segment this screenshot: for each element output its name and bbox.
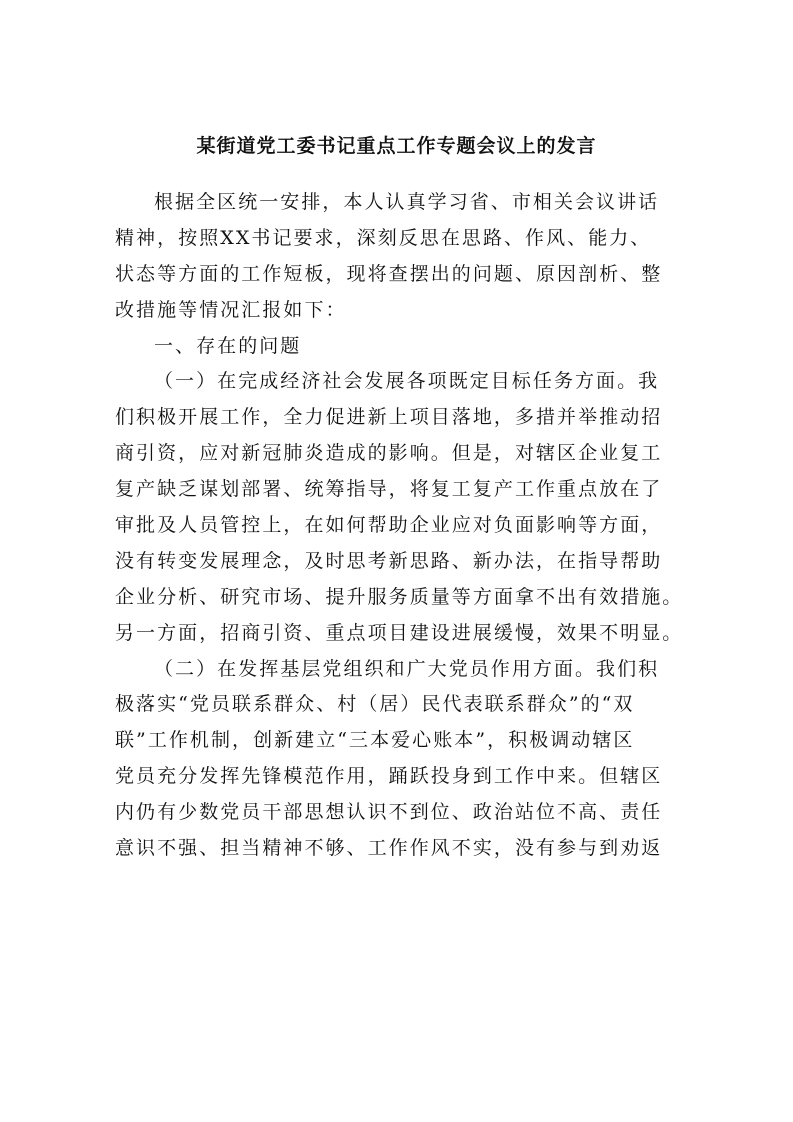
text-line: 改措施等情况汇报如下： [115,298,347,321]
text-line: 没有转变发展理念，及时思考新思路、新办法，在指导帮助 [115,549,663,572]
text-line: （二）在发挥基层党组织和广大党员作用方面。我们积 [154,657,660,680]
text-line: 企业分析、研究市场、提升服务质量等方面拿不出有效措施。 [115,585,684,608]
text-line: 党员充分发挥先锋模范作用，踊跃投身到工作中来。但辖区 [115,765,663,788]
text-line: （一）在完成经济社会发展各项既定目标任务方面。我 [154,370,660,393]
text-line: 内仍有少数党员干部思想认识不到位、政治站位不高、责任 [115,801,663,824]
text-line: 另一方面，招商引资、重点项目建设进展缓慢，效果不明显。 [115,621,684,644]
document-title: 某街道党工委书记重点工作专题会议上的发言 [196,135,597,157]
text-line: 意识不强、担当精神不够、工作作风不实，没有参与到劝返 [115,837,663,860]
text-line: 极落实“党员联系群众、村（居）民代表联系群众”的“双 [115,693,635,716]
text-line: 商引资，应对新冠肺炎造成的影响。但是，对辖区企业复工 [115,442,663,465]
document-body [115,185,683,867]
text-line: 复产缺乏谋划部署、统筹指导，将复工复产工作重点放在了 [115,478,663,501]
text-line: 审批及人员管控上，在如何帮助企业应对负面影响等方面， [115,514,663,537]
text-line: 们积极开展工作，全力促进新上项目落地，多措并举推动招 [115,406,663,429]
text-line: 根据全区统一安排，本人认真学习省、市相关会议讲话 [154,191,660,213]
section-heading: 一、存在的问题 [154,334,302,357]
text-line: 联”工作机制，创新建立“三本爱心账本”，积极调动辖区 [115,729,635,752]
text-line: 精神，按照XX书记要求，深刻反思在思路、作风、能力、 [115,226,652,249]
text-line: 状态等方面的工作短板，现将查摆出的问题、原因剖析、整 [115,262,663,285]
